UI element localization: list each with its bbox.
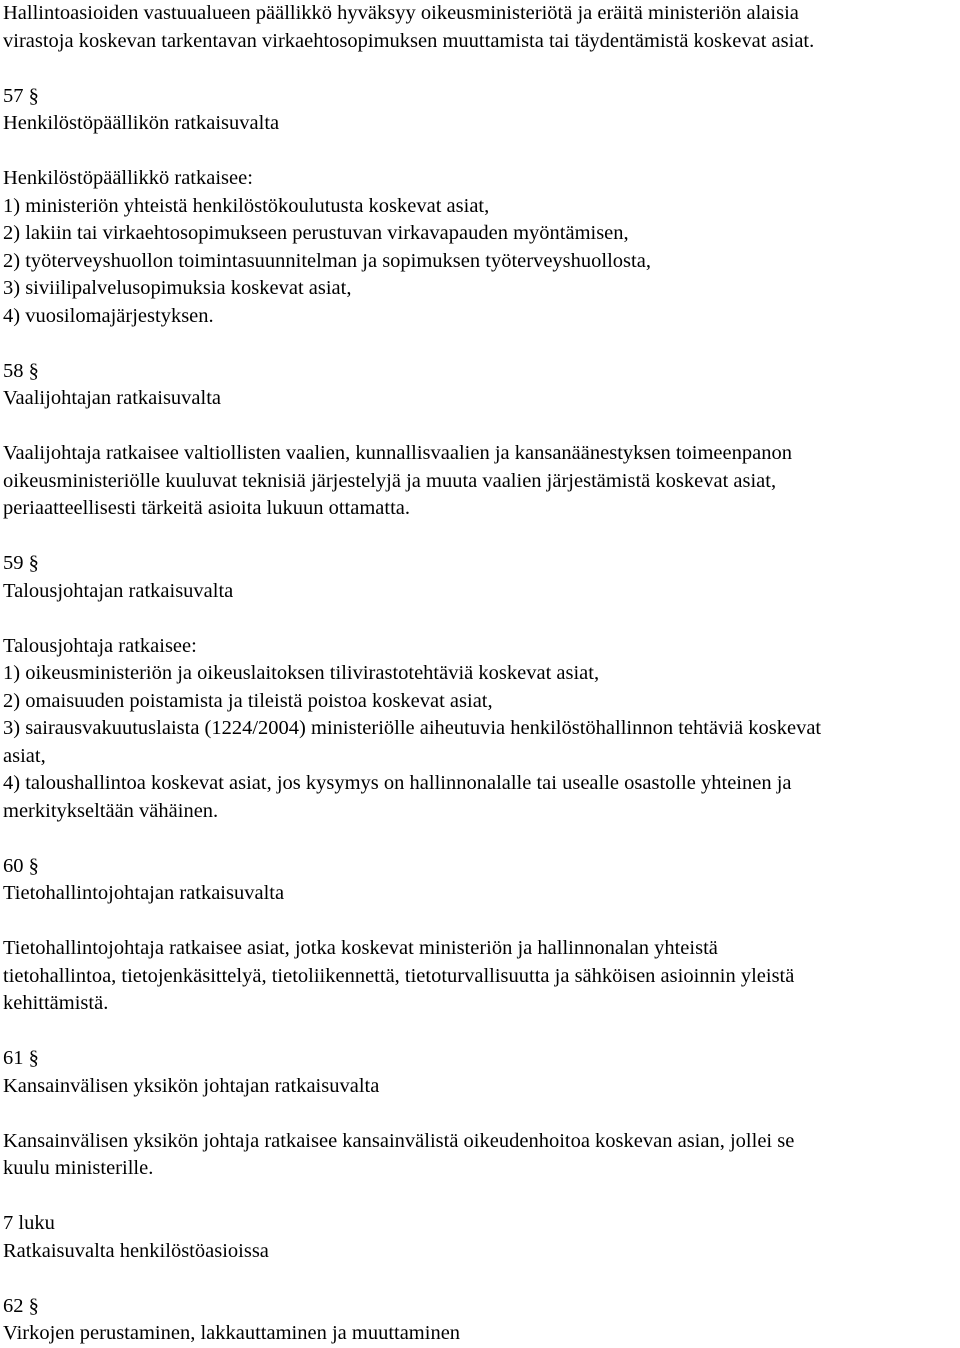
section-number: 62 § [3, 1294, 39, 1317]
list-item-continuation: merkitykseltään vähäinen. [3, 799, 219, 822]
section-title: Tietohallintojohtajan ratkaisuvalta [3, 882, 285, 904]
section-number: 61 § [3, 1047, 39, 1069]
list-item: 3) siviilipalvelusopimuksia koskevat asiat, [3, 277, 352, 299]
list-item: 2) lakiin tai virkaehtosopimukseen perustuvan virkavapauden myöntämisen, [3, 222, 629, 244]
text-line: Talousjohtaja ratkaisee: [3, 634, 197, 657]
text-line: Kansainvälisen yksikön johtaja ratkaisee kansainvälistä oikeudenhoitoa koskevan asian, jollei se [3, 1129, 795, 1152]
section-title: Talousjohtajan ratkaisuvalta [3, 579, 234, 602]
text-line: tietohallintoa, tietojenkäsittelyä, tietoliikennettä, tietoturvallisuutta ja sähköisen asioinnin yleistä [3, 964, 795, 987]
section-number: 60 § [3, 854, 39, 877]
text-line: oikeusministeriölle kuuluvat teknisiä järjestelyjä ja muuta vaalien järjestämistä koskevat asiat, [3, 469, 777, 492]
text-line: Tietohallintojohtaja ratkaisee asiat, jotka koskevat ministeriön ja hallinnonalan yhteistä [3, 937, 718, 959]
text-line: Vaalijohtaja ratkaisee valtiollisten vaalien, kunnallisvaalien ja kansanäänestyksen toimeenpanon [3, 442, 792, 464]
intro-paragraph [3, 0, 960, 55]
list-item: 4) vuosilomajärjestyksen. [3, 304, 214, 327]
section-number: 59 § [3, 552, 39, 574]
section-title: Kansainvälisen yksikön johtajan ratkaisuvalta [3, 1074, 380, 1097]
section-title: Vaalijohtajan ratkaisuvalta [3, 387, 222, 409]
list-item-continuation: asiat, [3, 744, 46, 767]
document-page [3, 0, 960, 1348]
chapter-number: 7 luku [3, 1212, 55, 1234]
list-item: 1) ministeriön yhteistä henkilöstökoulutusta koskevat asiat, [3, 194, 490, 217]
list-item: 2) omaisuuden poistamista ja tileistä poistoa koskevat asiat, [3, 689, 493, 712]
section-62 [3, 1293, 960, 1348]
text-line: kuulu ministerille. [3, 1157, 154, 1179]
chapter-title: Ratkaisuvalta henkilöstöasioissa [3, 1239, 269, 1262]
section-59 [3, 550, 960, 825]
text-line: Henkilöstöpäällikkö ratkaisee: [3, 167, 253, 189]
text-line: Hallintoasioiden vastuualueen päällikkö hyväksyy oikeusministeriötä ja eräitä ministeriön alaisia [3, 2, 799, 24]
section-title: Virkojen perustaminen, lakkauttaminen ja muuttaminen [3, 1322, 461, 1344]
section-number: 57 § [3, 84, 39, 107]
section-title: Henkilöstöpäällikön ratkaisuvalta [3, 112, 280, 134]
text-line: virastoja koskevan tarkentavan virkaehtosopimuksen muuttamista tai täydentämistä koskevat asiat. [3, 29, 815, 52]
section-number: 58 § [3, 359, 39, 382]
section-60 [3, 853, 960, 1018]
list-item: 1) oikeusministeriön ja oikeuslaitoksen tilivirastotehtäviä koskevat asiat, [3, 662, 600, 684]
chapter-7 [3, 1210, 960, 1265]
section-61 [3, 1045, 960, 1183]
list-item: 2) työterveyshuollon toimintasuunnitelman ja sopimuksen työterveyshuollosta, [3, 249, 651, 272]
text-line: periaatteellisesti tärkeitä asioita lukuun ottamatta. [3, 497, 411, 519]
list-item: 3) sairausvakuutuslaista (1224/2004) ministeriölle aiheutuvia henkilöstöhallinnon tehtäviä koskevat [3, 717, 822, 739]
section-57 [3, 83, 960, 331]
section-58 [3, 358, 960, 523]
text-line: kehittämistä. [3, 992, 109, 1014]
list-item: 4) taloushallintoa koskevat asiat, jos kysymys on hallinnonalalle tai usealle osastolle yhteinen ja [3, 772, 792, 794]
